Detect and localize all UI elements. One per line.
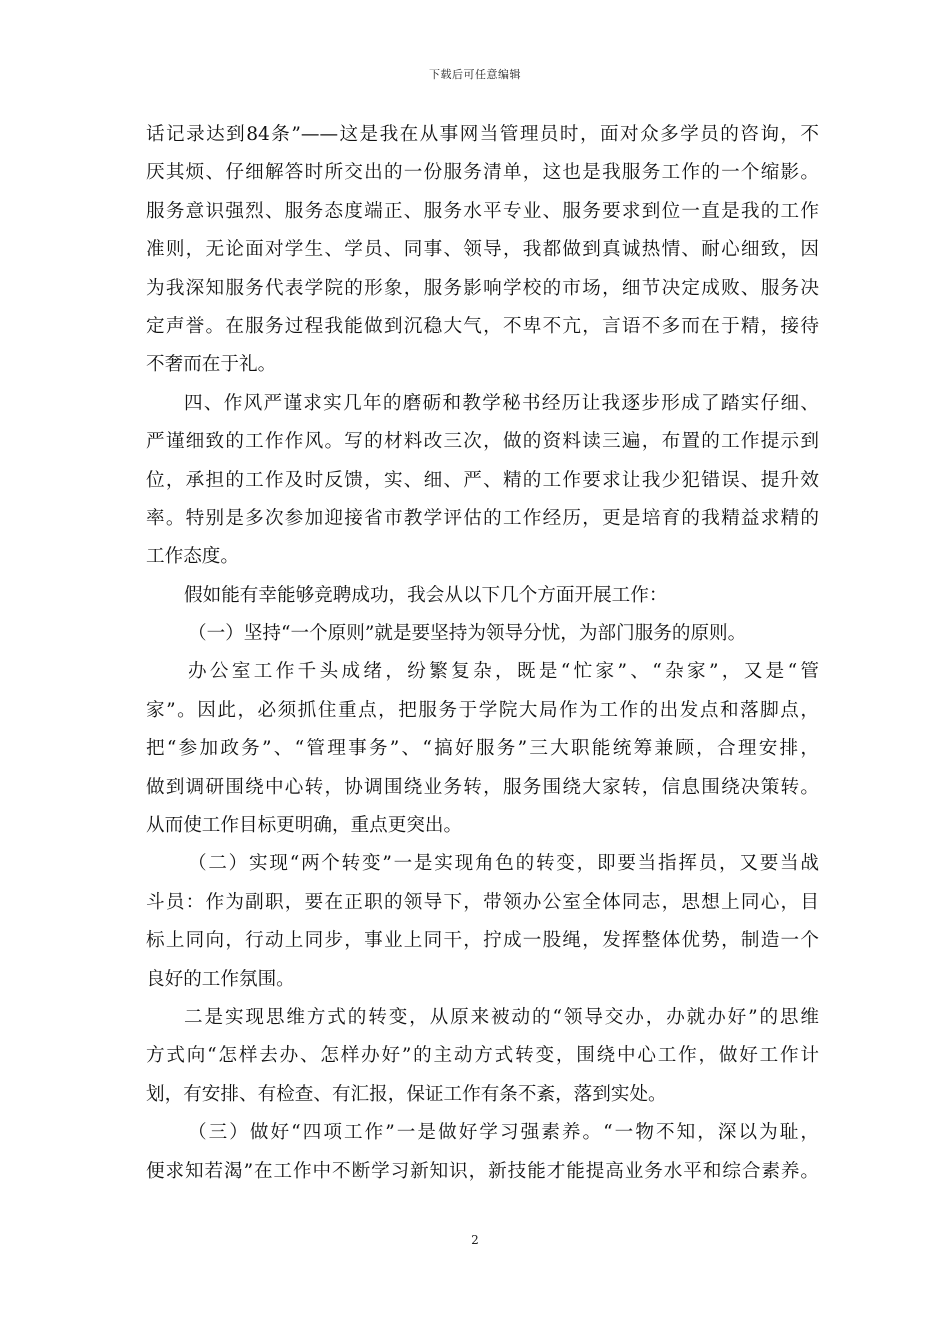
text-line: 率。特别是多次参加迎接省市教学评估的工作经历，更是培育的我精益求精的 (146, 507, 819, 529)
text-line: 办公室工作千头成绪，纷繁复杂，既是“忙家”、“杂家”，又是“管 (188, 661, 819, 683)
text-line: 厌其烦、仔细解答时所交出的一份服务清单，这也是我服务工作的一个缩影。 (146, 162, 819, 184)
document-body (146, 116, 819, 1191)
page-header: 下载后可任意编辑 (429, 68, 521, 81)
text-line: （一）坚持“一个原则”就是要坚持为领导分忧，为部门服务的原则。 (188, 623, 747, 645)
text-line: 标上同向，行动上同步，事业上同干，拧成一股绳，发挥整体优势，制造一个 (146, 930, 819, 952)
text-line: 二是实现思维方式的转变，从原来被动的“领导交办，办就办好”的思维 (184, 1006, 819, 1028)
text-line: 从而使工作目标更明确，重点更突出。 (146, 815, 463, 837)
text-line: 便求知若渴”在工作中不断学习新知识，新技能才能提高业务水平和综合素养。 (146, 1160, 819, 1182)
text-line: 假如能有幸能够竞聘成功，我会从以下几个方面开展工作： (184, 584, 668, 606)
text-line: 做到调研围绕中心转，协调围绕业务转，服务围绕大家转，信息围绕决策转。 (146, 776, 819, 798)
text-line: 把“参加政务”、“管理事务”、“搞好服务”三大职能统筹兼顾，合理安排， (146, 738, 819, 760)
text-line: 不奢而在于礼。 (146, 354, 277, 376)
text-line: 良好的工作氛围。 (146, 968, 295, 990)
text-line: 四、作风严谨求实几年的磨砺和教学秘书经历让我逐步形成了踏实仔细、 (184, 392, 819, 414)
text-line: 工作态度。 (146, 546, 239, 568)
page-number: 2 (471, 1233, 479, 1247)
text-line: 服务意识强烈、服务态度端正、服务水平专业、服务要求到位一直是我的工作 (146, 200, 819, 222)
text-line: 准则，无论面对学生、学员、同事、领导，我都做到真诚热情、耐心细致，因 (146, 239, 819, 261)
text-line: 位，承担的工作及时反馈，实、细、严、精的工作要求让我少犯错误、提升效 (146, 469, 819, 491)
text-line: （三）做好“四项工作”一是做好学习强素养。“一物不知，深以为耻， (188, 1122, 819, 1144)
text-line: 定声誉。在服务过程我能做到沉稳大气，不卑不亢，言语不多而在于精，接待 (146, 315, 819, 337)
text-line: （二）实现“两个转变”一是实现角色的转变，即要当指挥员，又要当战 (188, 853, 819, 875)
text-line: 话记录达到84条”——这是我在从事网当管理员时，面对众多学员的咨询，不 (146, 124, 819, 145)
text-line: 为我深知服务代表学院的形象，服务影响学校的市场，细节决定成败、服务决 (146, 277, 819, 299)
text-line: 家”。因此，必须抓住重点，把服务于学院大局作为工作的出发点和落脚点， (146, 699, 819, 721)
text-line: 严谨细致的工作作风。写的材料改三次，做的资料读三遍，布置的工作提示到 (146, 431, 819, 453)
text-line: 划，有安排、有检查、有汇报，保证工作有条不紊，落到实处。 (146, 1083, 667, 1105)
text-line: 斗员：作为副职，要在正职的领导下，带领办公室全体同志，思想上同心，目 (146, 891, 819, 913)
text-line: 方式向“怎样去办、怎样办好”的主动方式转变，围绕中心工作，做好工作计 (146, 1045, 819, 1067)
